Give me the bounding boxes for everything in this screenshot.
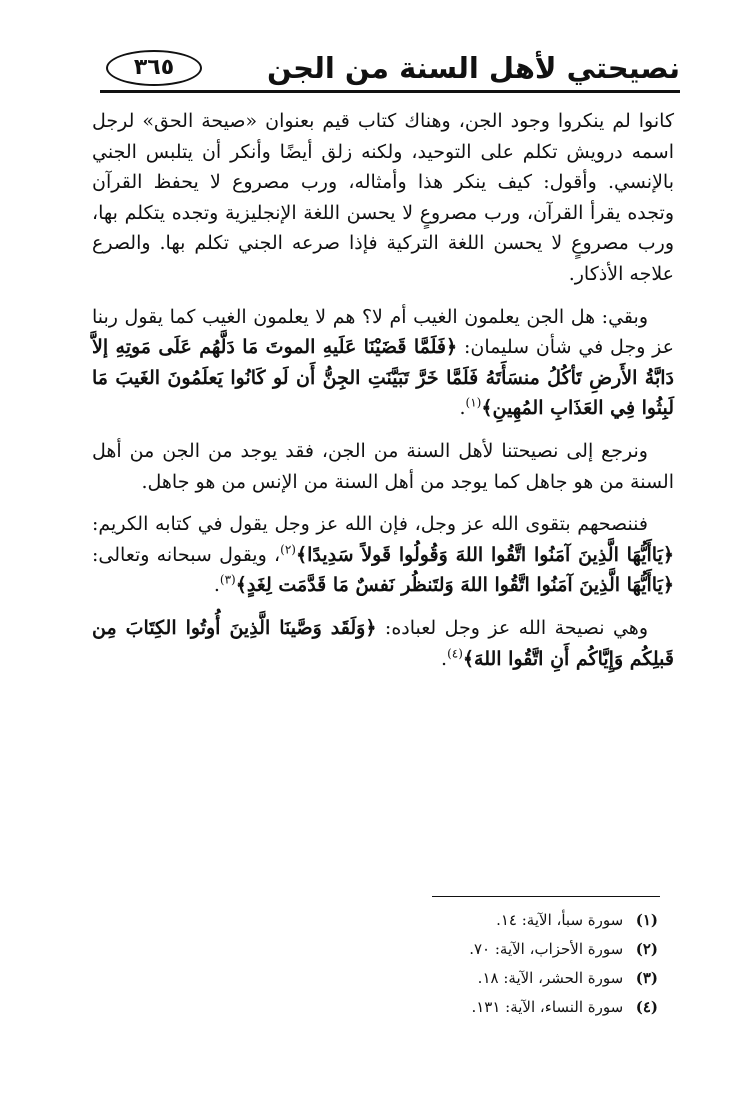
quran-verse-ahzab: ﴿يَاأَيُّهَا الَّذِينَ آمَنُوا اتَّقُوا اللهَ وَقُولُوا قَولاً سَدِيدًا﴾ <box>295 543 674 566</box>
paragraph-1: كانوا لم ينكروا وجود الجن، وهناك كتاب قيم بعنوان «صيحة الحق» لرجل اسمه درويش تكلم على التوحيد، ولكنه زلق أيضًا وأنكر أن يتلبس الجني بالإنسي. وأقول: كيف ينكر هذا وأمثاله، ورب مصروع لا يحفظ القرآن وتجده يقرأ القرآن، ورب مصروعٍ لا يحسن اللغة الإنجليزية وتجده يتكلم بها، ورب مصروعٍ لا يحسن اللغة التركية فإذا صرعه الجني تكلم بها. والصرع علاجه الأذكار. <box>92 110 674 285</box>
paragraph-5 <box>92 613 674 674</box>
footnote-1 <box>258 906 658 935</box>
footnote-text: سورة النساء، الآية: ١٣١. <box>471 998 624 1016</box>
paragraph-3: ونرجع إلى نصيحتنا لأهل السنة من الجن، فقد يوجد من الجن من أهل السنة من هو جاهل كما يوجد من أهل السنة من الإنس من هو جاهل. <box>92 439 674 493</box>
paragraph-4-end: . <box>213 574 220 597</box>
running-title: نصيحتي لأهل السنة من الجن <box>267 51 680 85</box>
footnote-ref-4[interactable]: (٤) <box>447 646 463 661</box>
footnote-ref-1[interactable]: (١) <box>465 396 482 411</box>
page-number: ٣٦٥ <box>106 50 202 86</box>
paragraph-5-end: . <box>441 647 448 670</box>
footnote-3 <box>258 964 658 993</box>
footnote-number: (٣) <box>635 969 658 987</box>
paragraph-4-intro: فننصحهم بتقوى الله عز وجل، فإن الله عز وجل يقول في كتابه الكريم: <box>92 513 648 536</box>
quran-verse-nisa: ﴿وَلَقَد وَصَّينَا الَّذِينَ أُوتُوا الكِتَابَ مِن قَبلِكُم وَإِيَّاكُم أَنِ اتَّقُوا اللهَ﴾ <box>92 616 674 670</box>
footnote-text: سورة الحشر، الآية: ١٨. <box>477 969 624 987</box>
footnote-text: سورة الأحزاب، الآية: ٧٠. <box>469 940 624 958</box>
footnotes-list <box>258 906 658 1022</box>
footnote-4 <box>258 993 658 1022</box>
page-header <box>100 44 680 100</box>
footnote-number: (١) <box>635 911 658 929</box>
footnote-ref-2[interactable]: (٢) <box>280 542 296 557</box>
body-text <box>92 106 674 686</box>
quran-verse-saba: ﴿فَلَمَّا قَضَيْنَا عَلَيهِ الموتَ مَا دَلَّهُم عَلَى مَوتِهِ إلاَّ دَابَّةُ الأَرضِ تَأكُلُ منسَأَتَهُ فَلَمَّا خَرَّ تَبَيَّنَتِ الجِنُّ أَن لَو كَانُوا يَعلَمُونَ الغَيبَ مَا لَبِثُوا فِي العَذَابِ المُهِينِ﴾ <box>92 336 674 420</box>
header-rule <box>100 90 680 93</box>
quran-verse-hashr: ﴿يَاأَيُّهَا الَّذِينَ آمَنُوا اتَّقُوا اللهَ وَلتَنظُر نَفسٌ مَا قَدَّمَت لِغَدٍ﴾ <box>235 574 674 597</box>
footnote-ref-3[interactable]: (٣) <box>219 572 236 587</box>
paragraph-2-end: . <box>459 397 466 420</box>
paragraph-5-intro: وهي نصيحة الله عز وجل لعباده: <box>376 616 649 639</box>
paragraph-2 <box>92 302 674 424</box>
footnote-2 <box>258 935 658 964</box>
paragraph-2-intro: وبقي: هل الجن يعلمون الغيب أم لا؟ هم لا يعلمون الغيب كما يقول ربنا عز وجل في شأن سليمان: <box>92 305 674 359</box>
footnote-number: (٢) <box>635 940 658 958</box>
paragraph-4 <box>92 509 674 601</box>
paragraph-4-mid: ، ويقول سبحانه وتعالى: <box>92 543 281 566</box>
footnote-text: سورة سبأ، الآية: ١٤. <box>496 911 624 929</box>
footnote-number: (٤) <box>635 998 658 1016</box>
footnote-separator <box>432 896 660 897</box>
